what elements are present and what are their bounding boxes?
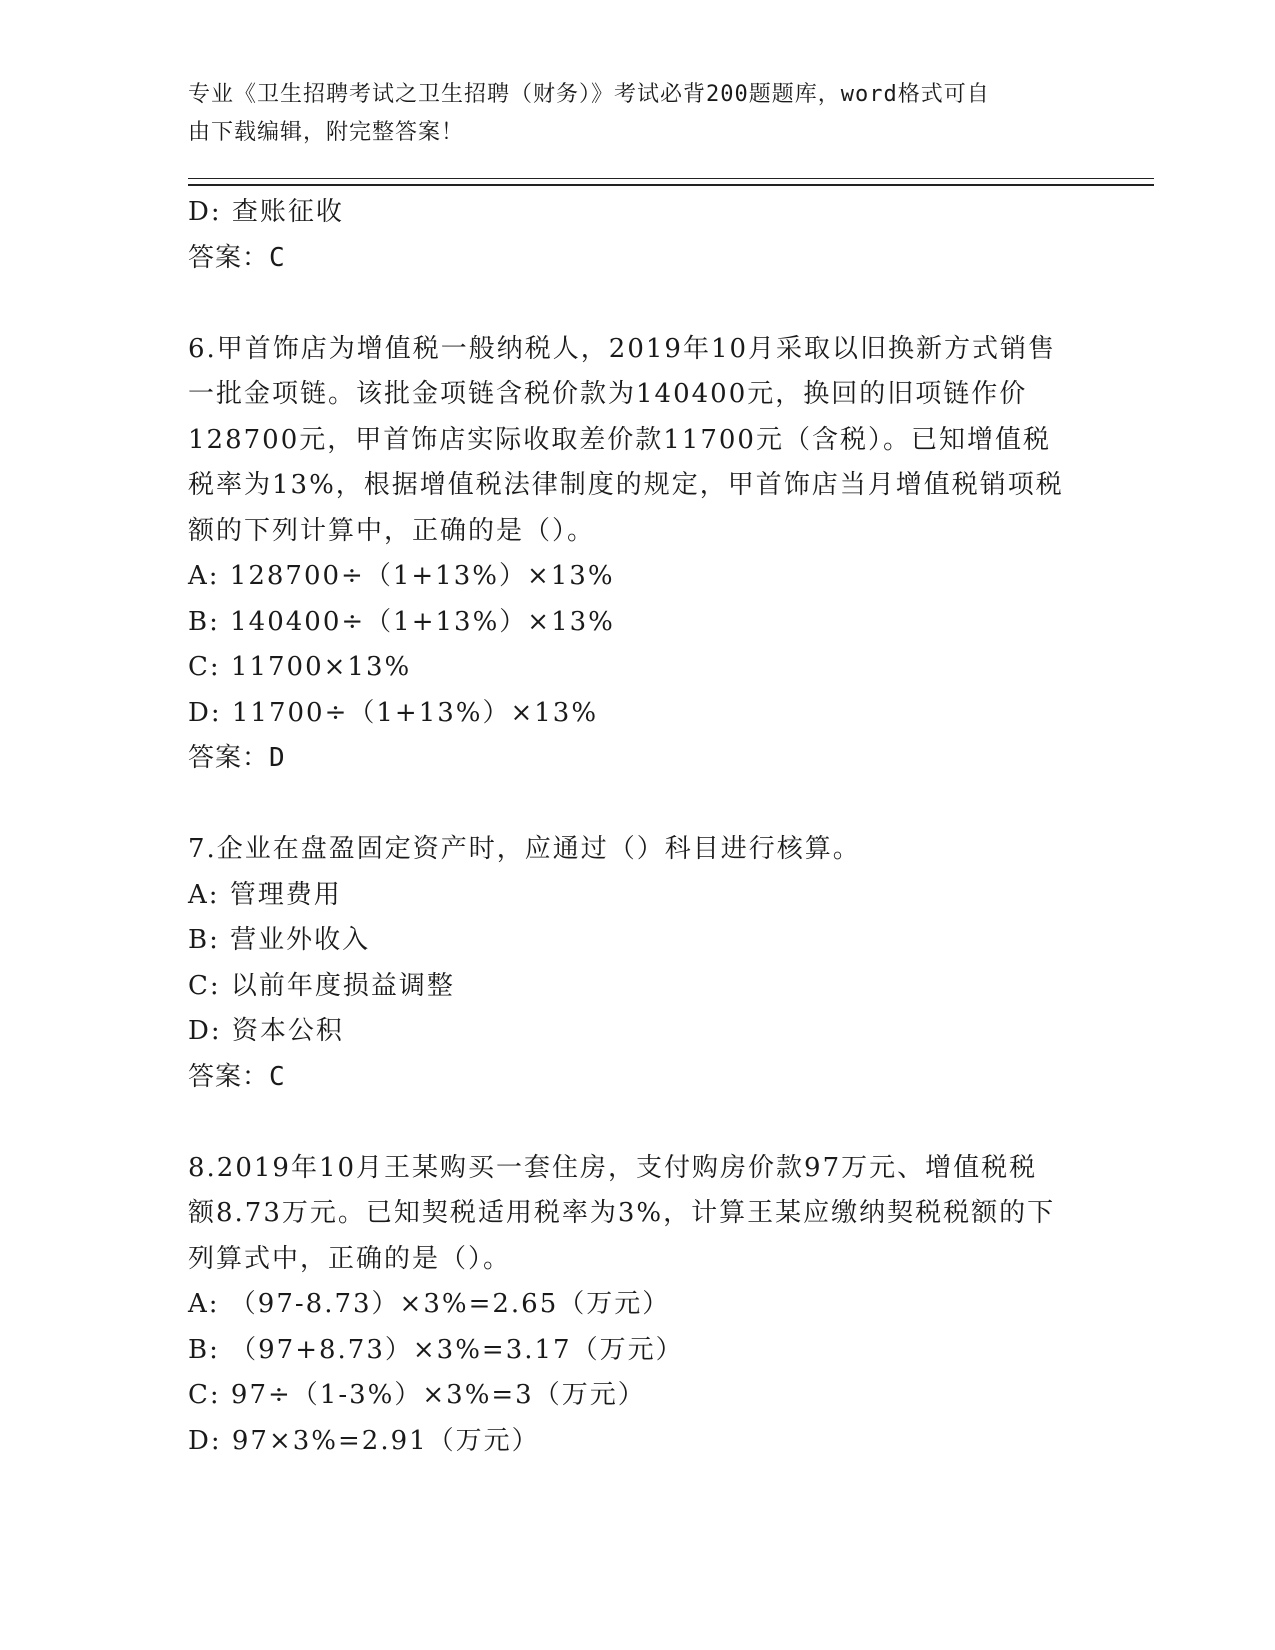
q8-option-d: D: 97×3%=2.91（万元） [188, 1425, 540, 1456]
q6-text-line: 一批金项链。该批金项链含税价款为140400元，换回的旧项链作价 [188, 379, 1028, 409]
header-divider-thick [188, 184, 1154, 186]
q6-text-line: 额的下列计算中，正确的是（）。 [188, 515, 596, 546]
q8-text-line: 列算式中，正确的是（）。 [188, 1243, 512, 1274]
document-header [188, 76, 1088, 152]
spacer [188, 281, 1088, 327]
spacer [188, 1100, 1088, 1146]
q6-answer: 答案：D [188, 743, 286, 773]
header-line-1: 专业《卫生招聘考试之卫生招聘（财务）》考试必背200题题库，word格式可自 [188, 82, 990, 107]
q7-option-c: C: 以前年度损益调整 [188, 970, 455, 1001]
q7-option-b: B: 营业外收入 [188, 925, 371, 955]
q6-text-line: 6.甲首饰店为增值税一般纳税人，2019年10月采取以旧换新方式销售 [188, 333, 1057, 364]
q6-option-c: C: 11700×13% [188, 652, 412, 682]
q7-option-a: A: 管理费用 [188, 879, 342, 910]
q6-option-b: B: 140400÷（1+13%）×13% [188, 606, 615, 637]
q6-text-line: 128700元，甲首饰店实际收取差价款11700元（含税）。已知增值税 [188, 424, 1051, 455]
q8-option-a: A: （97-8.73）×3%=2.65（万元） [188, 1289, 671, 1319]
q8-question [188, 1146, 1088, 1283]
q7-question: 7.企业在盘盈固定资产时，应通过（）科目进行核算。 [188, 834, 861, 864]
q6-text-line: 税率为13%，根据增值税法律制度的规定，甲首饰店当月增值税销项税 [188, 470, 1064, 500]
spacer [188, 782, 1088, 828]
q6-option-a: A: 128700÷（1+13%）×13% [188, 561, 615, 591]
q6-question [188, 327, 1088, 555]
q7-answer: 答案：C [188, 1061, 286, 1092]
q7-option-d: D: 资本公积 [188, 1016, 344, 1046]
q5-answer: 答案：C [188, 242, 286, 273]
header-divider-thin [188, 178, 1154, 179]
q5-option-d: D: 查账征收 [188, 197, 344, 227]
question-content [188, 190, 1088, 1464]
header-line-2: 由下载编辑，附完整答案！ [188, 120, 465, 145]
q8-option-c: C: 97÷（1-3%）×3%=3（万元） [188, 1380, 646, 1410]
q8-option-b: B: （97+8.73）×3%=3.17（万元） [188, 1334, 684, 1365]
q6-option-d: D: 11700÷（1+13%）×13% [188, 697, 599, 728]
q8-text-line: 8.2019年10月王某购买一套住房，支付购房价款97万元、增值税税 [188, 1152, 1038, 1183]
q8-text-line: 额8.73万元。已知契税适用税率为3%，计算王某应缴纳契税税额的下 [188, 1198, 1056, 1228]
